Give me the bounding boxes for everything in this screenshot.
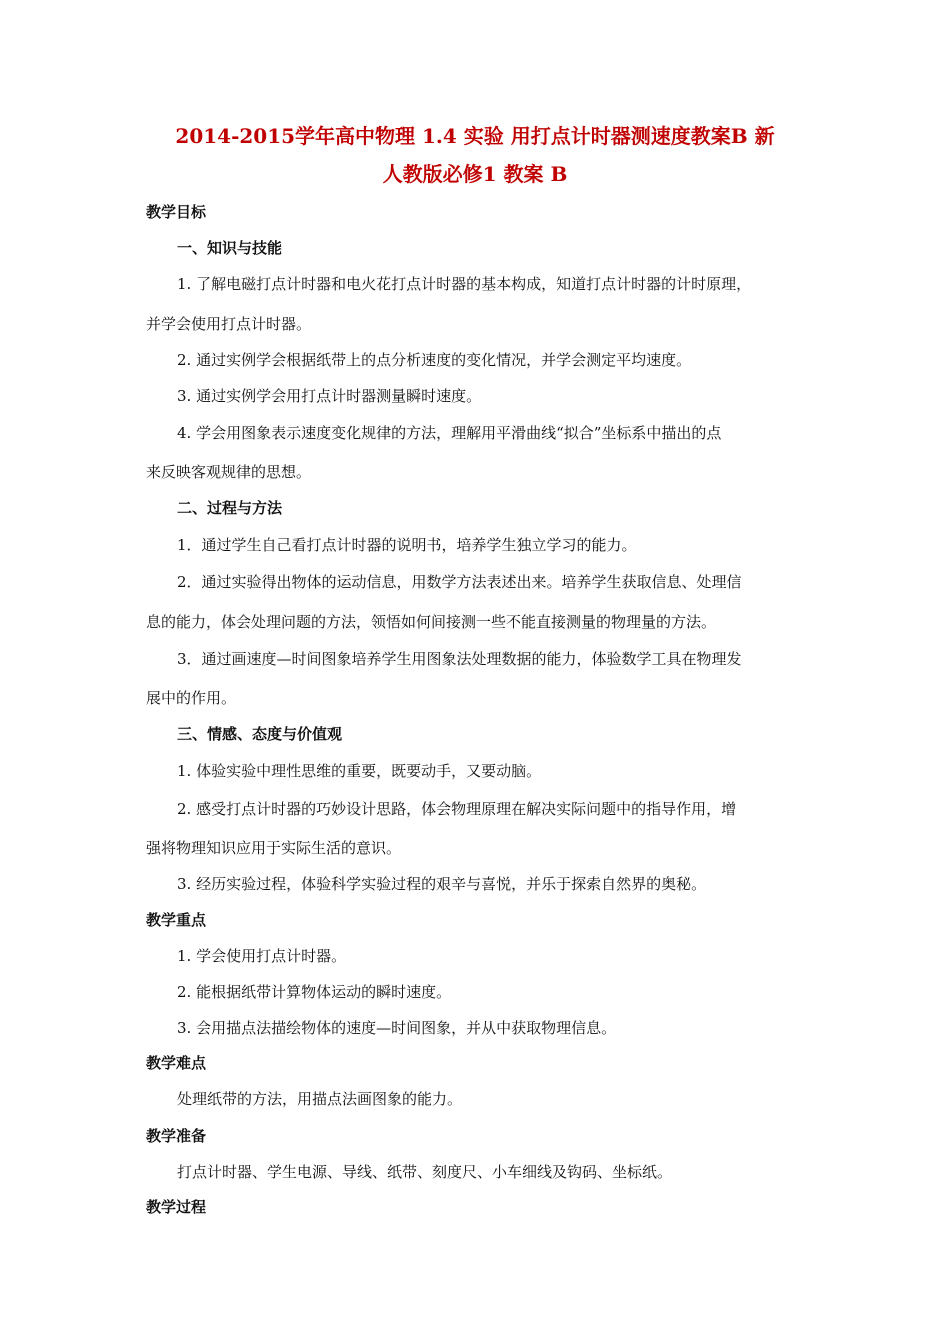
preparation-text: 打点计时器、学生电源、导线、纸带、刻度尺、小车细线及钩码、坐标纸。 — [177, 1163, 673, 1181]
knowledge-item-2: 2. 通过实例学会根据纸带上的点分析速度的变化情况，并学会测定平均速度。 — [177, 351, 692, 369]
key-point-1: 1. 学会使用打点计时器。 — [177, 947, 347, 965]
emotion-item-2: 2. 感受打点计时器的巧妙设计思路，体会物理原理在解决实际问题中的指导作用，增 — [177, 800, 737, 818]
subheading-process: 二、过程与方法 — [177, 499, 283, 517]
knowledge-item-1: 1. 了解电磁打点计时器和电火花打点计时器的基本构成，知道打点计时器的计时原理， — [177, 275, 752, 293]
knowledge-item-1-cont: 并学会使用打点计时器。 — [146, 315, 312, 333]
emotion-item-2-cont: 强将物理知识应用于实际生活的意识。 — [146, 839, 402, 857]
process-item-2: 2．通过实验得出物体的运动信息，用数学方法表述出来。培养学生获取信息、处理信 — [177, 573, 742, 591]
subheading-knowledge: 一、知识与技能 — [177, 239, 283, 257]
section-heading-goals: 教学目标 — [146, 203, 207, 221]
knowledge-item-4: 4. 学会用图象表示速度变化规律的方法，理解用平滑曲线“拟合”坐标系中描出的点 — [177, 424, 722, 442]
section-heading-key-points: 教学重点 — [146, 911, 207, 929]
subheading-emotion: 三、情感、态度与价值观 — [177, 725, 343, 743]
process-item-2-cont: 息的能力，体会处理问题的方法，领悟如何间接测一些不能直接测量的物理量的方法。 — [146, 613, 717, 631]
key-point-2: 2. 能根据纸带计算物体运动的瞬时速度。 — [177, 983, 452, 1001]
document-title-line-1: 2014-2015学年高中物理 1.4 实验 用打点计时器测速度教案B 新 — [175, 124, 775, 148]
knowledge-item-4-cont: 来反映客观规律的思想。 — [146, 463, 312, 481]
section-heading-procedure: 教学过程 — [146, 1198, 207, 1216]
process-item-3-cont: 展中的作用。 — [146, 689, 237, 707]
process-item-1: 1．通过学生自己看打点计时器的说明书，培养学生独立学习的能力。 — [177, 536, 637, 554]
document-title-line-2: 人教版必修1 教案 B — [382, 162, 568, 186]
difficulties-text: 处理纸带的方法，用描点法画图象的能力。 — [177, 1090, 463, 1108]
section-heading-difficulties: 教学难点 — [146, 1054, 207, 1072]
emotion-item-1: 1. 体验实验中理性思维的重要，既要动手，又要动脑。 — [177, 762, 542, 780]
emotion-item-3: 3. 经历实验过程，体验科学实验过程的艰辛与喜悦，并乐于探索自然界的奥秘。 — [177, 875, 707, 893]
key-point-3: 3. 会用描点法描绘物体的速度—时间图象，并从中获取物理信息。 — [177, 1019, 617, 1037]
process-item-3: 3．通过画速度—时间图象培养学生用图象法处理数据的能力，体验数学工具在物理发 — [177, 650, 742, 668]
section-heading-preparation: 教学准备 — [146, 1127, 207, 1145]
knowledge-item-3: 3. 通过实例学会用打点计时器测量瞬时速度。 — [177, 387, 482, 405]
